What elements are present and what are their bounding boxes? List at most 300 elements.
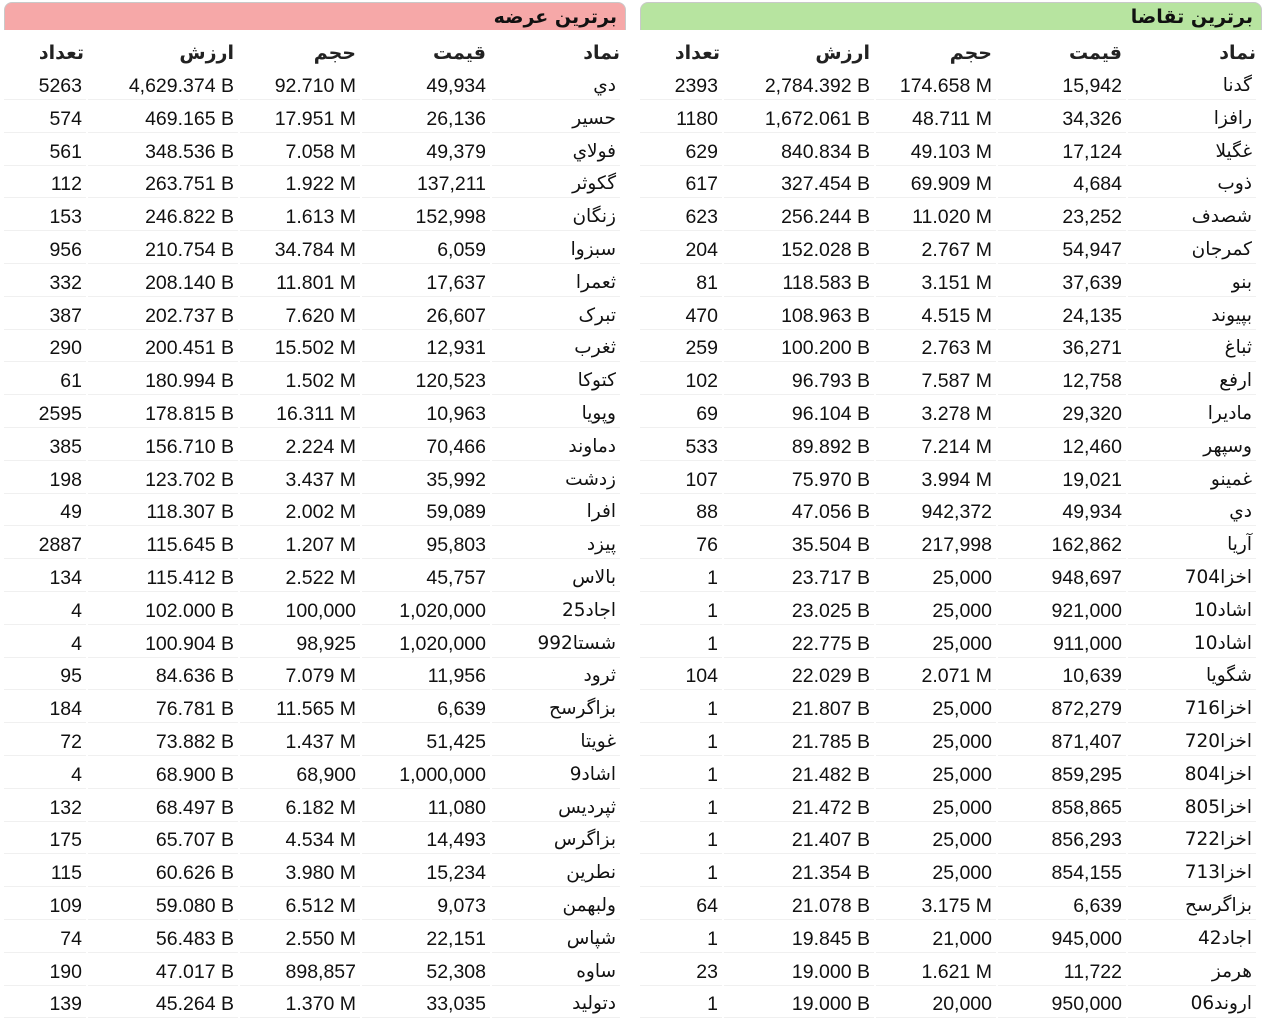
cell-price: 6,059 bbox=[362, 236, 490, 264]
cell-symbol: هرمز bbox=[1128, 958, 1256, 986]
table-row[interactable] bbox=[0, 398, 628, 431]
cell-count: 23 bbox=[640, 958, 722, 986]
cell-volume: 7.620 M bbox=[240, 302, 360, 330]
cell-volume: 3.278 M bbox=[876, 400, 996, 428]
cell-price: 35,992 bbox=[362, 466, 490, 494]
cell-symbol: فولاي bbox=[492, 138, 620, 166]
cell-count: 533 bbox=[640, 433, 722, 461]
cell-symbol: نطرين bbox=[492, 859, 620, 887]
cell-count: 88 bbox=[640, 498, 722, 526]
cell-value: 1,672.061 B bbox=[724, 105, 874, 133]
cell-symbol: ثرود bbox=[492, 662, 620, 690]
cell-value: 47.056 B bbox=[724, 498, 874, 526]
cell-value: 21.482 B bbox=[724, 761, 874, 789]
cell-count: 1 bbox=[640, 564, 722, 592]
cell-symbol: دتوليد bbox=[492, 990, 620, 1018]
cell-price: 11,080 bbox=[362, 794, 490, 822]
cell-count: 5263 bbox=[4, 72, 86, 100]
cell-value: 23.025 B bbox=[724, 597, 874, 625]
cell-symbol: دي bbox=[1128, 498, 1256, 526]
cell-count: 956 bbox=[4, 236, 86, 264]
cell-symbol: اخزا720 bbox=[1128, 728, 1256, 756]
cell-symbol: زنگان bbox=[492, 203, 620, 231]
cell-volume: 3.437 M bbox=[240, 466, 360, 494]
cell-value: 208.140 B bbox=[88, 269, 238, 297]
cell-value: 100.904 B bbox=[88, 630, 238, 658]
cell-price: 4,684 bbox=[998, 170, 1126, 198]
cell-price: 950,000 bbox=[998, 990, 1126, 1018]
cell-symbol: ولبهمن bbox=[492, 892, 620, 920]
cell-symbol: شگويا bbox=[1128, 662, 1256, 690]
cell-price: 10,963 bbox=[362, 400, 490, 428]
cell-value: 200.451 B bbox=[88, 334, 238, 362]
cell-symbol: اجاد25 bbox=[492, 597, 620, 625]
table-row[interactable] bbox=[0, 628, 628, 661]
cell-value: 35.504 B bbox=[724, 531, 874, 559]
cell-symbol: بزاگرسح bbox=[1128, 892, 1256, 920]
cell-price: 12,460 bbox=[998, 433, 1126, 461]
cell-value: 76.781 B bbox=[88, 695, 238, 723]
cell-value: 68.497 B bbox=[88, 794, 238, 822]
column-header-count: تعداد bbox=[674, 42, 720, 64]
cell-volume: 25,000 bbox=[876, 630, 996, 658]
cell-count: 95 bbox=[4, 662, 86, 690]
top-demand-title: برترین تقاضا bbox=[640, 2, 1262, 30]
cell-price: 856,293 bbox=[998, 826, 1126, 854]
cell-volume: 34.784 M bbox=[240, 236, 360, 264]
cell-price: 1,020,000 bbox=[362, 630, 490, 658]
cell-symbol: بپيوند bbox=[1128, 302, 1256, 330]
cell-volume: 49.103 M bbox=[876, 138, 996, 166]
cell-count: 1 bbox=[640, 990, 722, 1018]
table-row[interactable] bbox=[636, 956, 1264, 989]
cell-price: 9,073 bbox=[362, 892, 490, 920]
cell-price: 54,947 bbox=[998, 236, 1126, 264]
cell-volume: 1.370 M bbox=[240, 990, 360, 1018]
cell-count: 1180 bbox=[640, 105, 722, 133]
cell-price: 17,124 bbox=[998, 138, 1126, 166]
cell-count: 4 bbox=[4, 630, 86, 658]
cell-price: 858,865 bbox=[998, 794, 1126, 822]
table-row[interactable] bbox=[636, 365, 1264, 398]
cell-symbol: رافزا bbox=[1128, 105, 1256, 133]
cell-count: 2887 bbox=[4, 531, 86, 559]
cell-count: 102 bbox=[640, 367, 722, 395]
cell-symbol: اروند06 bbox=[1128, 990, 1256, 1018]
cell-volume: 2.767 M bbox=[876, 236, 996, 264]
cell-count: 153 bbox=[4, 203, 86, 231]
cell-count: 2393 bbox=[640, 72, 722, 100]
table-row[interactable] bbox=[636, 726, 1264, 759]
table-row[interactable] bbox=[636, 988, 1264, 1021]
cell-value: 21.354 B bbox=[724, 859, 874, 887]
cell-symbol: تبرک bbox=[492, 302, 620, 330]
cell-count: 629 bbox=[640, 138, 722, 166]
cell-price: 911,000 bbox=[998, 630, 1126, 658]
table-row[interactable] bbox=[636, 890, 1264, 923]
cell-symbol: ساوه bbox=[492, 958, 620, 986]
cell-volume: 2.224 M bbox=[240, 433, 360, 461]
table-row[interactable] bbox=[0, 365, 628, 398]
table-row[interactable] bbox=[0, 168, 628, 201]
cell-volume: 4.534 M bbox=[240, 826, 360, 854]
cell-symbol: اخزا716 bbox=[1128, 695, 1256, 723]
table-row[interactable] bbox=[636, 431, 1264, 464]
table-row[interactable] bbox=[0, 267, 628, 300]
cell-price: 49,934 bbox=[362, 72, 490, 100]
table-row[interactable] bbox=[636, 201, 1264, 234]
cell-price: 945,000 bbox=[998, 925, 1126, 953]
cell-count: 617 bbox=[640, 170, 722, 198]
cell-count: 4 bbox=[4, 761, 86, 789]
cell-price: 59,089 bbox=[362, 498, 490, 526]
table-row[interactable] bbox=[636, 103, 1264, 136]
cell-volume: 1.613 M bbox=[240, 203, 360, 231]
cell-value: 246.822 B bbox=[88, 203, 238, 231]
cell-value: 4,629.374 B bbox=[88, 72, 238, 100]
cell-value: 840.834 B bbox=[724, 138, 874, 166]
cell-price: 1,000,000 bbox=[362, 761, 490, 789]
cell-count: 1 bbox=[640, 728, 722, 756]
table-row[interactable] bbox=[0, 464, 628, 497]
cell-volume: 174.658 M bbox=[876, 72, 996, 100]
cell-value: 108.963 B bbox=[724, 302, 874, 330]
cell-price: 19,021 bbox=[998, 466, 1126, 494]
cell-volume: 100,000 bbox=[240, 597, 360, 625]
cell-value: 348.536 B bbox=[88, 138, 238, 166]
cell-price: 6,639 bbox=[362, 695, 490, 723]
table-row[interactable] bbox=[0, 726, 628, 759]
table-row[interactable] bbox=[0, 300, 628, 333]
cell-symbol: ثباغ bbox=[1128, 334, 1256, 362]
cell-value: 21.785 B bbox=[724, 728, 874, 756]
cell-volume: 898,857 bbox=[240, 958, 360, 986]
table-row[interactable] bbox=[636, 824, 1264, 857]
cell-volume: 7.214 M bbox=[876, 433, 996, 461]
cell-price: 162,862 bbox=[998, 531, 1126, 559]
cell-count: 81 bbox=[640, 269, 722, 297]
cell-symbol: بزاگرسح bbox=[492, 695, 620, 723]
table-row[interactable] bbox=[0, 824, 628, 857]
cell-price: 11,722 bbox=[998, 958, 1126, 986]
cell-symbol: ذوب bbox=[1128, 170, 1256, 198]
table-row[interactable] bbox=[0, 529, 628, 562]
table-row[interactable] bbox=[636, 496, 1264, 529]
cell-value: 89.892 B bbox=[724, 433, 874, 461]
cell-symbol: اخزا704 bbox=[1128, 564, 1256, 592]
table-row[interactable] bbox=[0, 562, 628, 595]
cell-value: 22.775 B bbox=[724, 630, 874, 658]
cell-volume: 25,000 bbox=[876, 564, 996, 592]
cell-price: 23,252 bbox=[998, 203, 1126, 231]
cell-value: 469.165 B bbox=[88, 105, 238, 133]
cell-volume: 3.980 M bbox=[240, 859, 360, 887]
table-row[interactable] bbox=[636, 693, 1264, 726]
cell-value: 73.882 B bbox=[88, 728, 238, 756]
cell-value: 21.807 B bbox=[724, 695, 874, 723]
cell-count: 1 bbox=[640, 597, 722, 625]
cell-symbol: گكوثر bbox=[492, 170, 620, 198]
cell-volume: 1.437 M bbox=[240, 728, 360, 756]
table-row[interactable] bbox=[0, 496, 628, 529]
cell-count: 259 bbox=[640, 334, 722, 362]
cell-symbol: دماوند bbox=[492, 433, 620, 461]
cell-value: 96.104 B bbox=[724, 400, 874, 428]
cell-symbol: غويتا bbox=[492, 728, 620, 756]
table-row[interactable] bbox=[636, 168, 1264, 201]
cell-price: 10,639 bbox=[998, 662, 1126, 690]
cell-count: 74 bbox=[4, 925, 86, 953]
cell-price: 152,998 bbox=[362, 203, 490, 231]
cell-count: 1 bbox=[640, 630, 722, 658]
cell-volume: 7.587 M bbox=[876, 367, 996, 395]
cell-value: 118.307 B bbox=[88, 498, 238, 526]
cell-count: 104 bbox=[640, 662, 722, 690]
cell-count: 574 bbox=[4, 105, 86, 133]
cell-volume: 15.502 M bbox=[240, 334, 360, 362]
cell-symbol: شپاس bbox=[492, 925, 620, 953]
cell-volume: 17.951 M bbox=[240, 105, 360, 133]
cell-volume: 6.182 M bbox=[240, 794, 360, 822]
cell-volume: 25,000 bbox=[876, 728, 996, 756]
table-row[interactable] bbox=[0, 857, 628, 890]
table-row[interactable] bbox=[0, 136, 628, 169]
table-row[interactable] bbox=[0, 956, 628, 989]
cell-count: 561 bbox=[4, 138, 86, 166]
cell-price: 45,757 bbox=[362, 564, 490, 592]
cell-count: 64 bbox=[640, 892, 722, 920]
table-row[interactable] bbox=[636, 595, 1264, 628]
cell-count: 385 bbox=[4, 433, 86, 461]
cell-symbol: مادیرا bbox=[1128, 400, 1256, 428]
cell-price: 14,493 bbox=[362, 826, 490, 854]
cell-price: 12,931 bbox=[362, 334, 490, 362]
cell-value: 100.200 B bbox=[724, 334, 874, 362]
cell-volume: 20,000 bbox=[876, 990, 996, 1018]
table-row[interactable] bbox=[636, 300, 1264, 333]
cell-symbol: غگيلا bbox=[1128, 138, 1256, 166]
cell-count: 1 bbox=[640, 695, 722, 723]
cell-volume: 1.207 M bbox=[240, 531, 360, 559]
cell-symbol: وسپهر bbox=[1128, 433, 1256, 461]
cell-value: 47.017 B bbox=[88, 958, 238, 986]
cell-volume: 16.311 M bbox=[240, 400, 360, 428]
cell-value: 180.994 B bbox=[88, 367, 238, 395]
cell-symbol: اشاد9 bbox=[492, 761, 620, 789]
cell-symbol: ثعمرا bbox=[492, 269, 620, 297]
cell-value: 327.454 B bbox=[724, 170, 874, 198]
cell-symbol: اخزا805 bbox=[1128, 794, 1256, 822]
cell-symbol: اشاد10 bbox=[1128, 630, 1256, 658]
cell-price: 872,279 bbox=[998, 695, 1126, 723]
cell-value: 2,784.392 B bbox=[724, 72, 874, 100]
cell-symbol: دي bbox=[492, 72, 620, 100]
cell-symbol: سبزوا bbox=[492, 236, 620, 264]
table-row[interactable] bbox=[0, 759, 628, 792]
cell-volume: 25,000 bbox=[876, 761, 996, 789]
cell-volume: 2.763 M bbox=[876, 334, 996, 362]
cell-volume: 2.071 M bbox=[876, 662, 996, 690]
cell-volume: 4.515 M bbox=[876, 302, 996, 330]
cell-value: 210.754 B bbox=[88, 236, 238, 264]
table-row[interactable] bbox=[636, 70, 1264, 103]
cell-volume: 25,000 bbox=[876, 597, 996, 625]
column-header-value: ارزش bbox=[179, 42, 234, 64]
cell-count: 69 bbox=[640, 400, 722, 428]
table-row[interactable] bbox=[0, 70, 628, 103]
table-row[interactable] bbox=[0, 431, 628, 464]
cell-price: 34,326 bbox=[998, 105, 1126, 133]
cell-count: 76 bbox=[640, 531, 722, 559]
cell-count: 134 bbox=[4, 564, 86, 592]
cell-count: 332 bbox=[4, 269, 86, 297]
cell-value: 59.080 B bbox=[88, 892, 238, 920]
cell-count: 1 bbox=[640, 794, 722, 822]
cell-value: 21.407 B bbox=[724, 826, 874, 854]
cell-symbol: ثغرب bbox=[492, 334, 620, 362]
cell-price: 948,697 bbox=[998, 564, 1126, 592]
cell-count: 387 bbox=[4, 302, 86, 330]
cell-price: 15,234 bbox=[362, 859, 490, 887]
table-row[interactable] bbox=[636, 332, 1264, 365]
cell-value: 19.000 B bbox=[724, 958, 874, 986]
column-header-symbol: نماد bbox=[1219, 42, 1256, 64]
table-row[interactable] bbox=[0, 234, 628, 267]
table-row[interactable] bbox=[636, 234, 1264, 267]
table-row[interactable] bbox=[0, 595, 628, 628]
cell-price: 17,637 bbox=[362, 269, 490, 297]
table-row[interactable] bbox=[0, 792, 628, 825]
table-row[interactable] bbox=[0, 923, 628, 956]
cell-count: 623 bbox=[640, 203, 722, 231]
table-row[interactable] bbox=[0, 693, 628, 726]
cell-price: 24,135 bbox=[998, 302, 1126, 330]
cell-count: 1 bbox=[640, 925, 722, 953]
table-row[interactable] bbox=[0, 201, 628, 234]
table-row[interactable] bbox=[636, 628, 1264, 661]
cell-symbol: شصدف bbox=[1128, 203, 1256, 231]
cell-volume: 11.565 M bbox=[240, 695, 360, 723]
cell-count: 204 bbox=[640, 236, 722, 264]
cell-value: 68.900 B bbox=[88, 761, 238, 789]
cell-price: 26,136 bbox=[362, 105, 490, 133]
cell-count: 1 bbox=[640, 859, 722, 887]
column-header-price: قیمت bbox=[432, 42, 486, 64]
table-row[interactable] bbox=[636, 759, 1264, 792]
cell-count: 184 bbox=[4, 695, 86, 723]
cell-value: 178.815 B bbox=[88, 400, 238, 428]
cell-count: 198 bbox=[4, 466, 86, 494]
cell-price: 22,151 bbox=[362, 925, 490, 953]
cell-price: 51,425 bbox=[362, 728, 490, 756]
cell-volume: 3.175 M bbox=[876, 892, 996, 920]
cell-count: 2595 bbox=[4, 400, 86, 428]
cell-symbol: افرا bbox=[492, 498, 620, 526]
cell-volume: 3.151 M bbox=[876, 269, 996, 297]
top-offer-panel bbox=[0, 0, 628, 1027]
table-row[interactable] bbox=[636, 529, 1264, 562]
cell-count: 72 bbox=[4, 728, 86, 756]
cell-symbol: زدشت bbox=[492, 466, 620, 494]
cell-value: 65.707 B bbox=[88, 826, 238, 854]
cell-value: 21.472 B bbox=[724, 794, 874, 822]
table-row[interactable] bbox=[636, 562, 1264, 595]
cell-symbol: اشاد10 bbox=[1128, 597, 1256, 625]
table-row[interactable] bbox=[636, 923, 1264, 956]
column-header-symbol: نماد bbox=[583, 42, 620, 64]
cell-count: 190 bbox=[4, 958, 86, 986]
cell-volume: 7.058 M bbox=[240, 138, 360, 166]
cell-price: 29,320 bbox=[998, 400, 1126, 428]
cell-value: 123.702 B bbox=[88, 466, 238, 494]
cell-price: 33,035 bbox=[362, 990, 490, 1018]
cell-count: 112 bbox=[4, 170, 86, 198]
cell-volume: 1.502 M bbox=[240, 367, 360, 395]
table-row[interactable] bbox=[636, 857, 1264, 890]
table-row[interactable] bbox=[636, 660, 1264, 693]
top-offer-title: برترین عرضه bbox=[4, 2, 626, 30]
cell-price: 26,607 bbox=[362, 302, 490, 330]
table-row[interactable] bbox=[0, 332, 628, 365]
table-row[interactable] bbox=[0, 103, 628, 136]
column-header-price: قیمت bbox=[1068, 42, 1122, 64]
cell-count: 1 bbox=[640, 761, 722, 789]
cell-volume: 6.512 M bbox=[240, 892, 360, 920]
cell-volume: 25,000 bbox=[876, 826, 996, 854]
cell-price: 15,942 bbox=[998, 72, 1126, 100]
cell-symbol: آريا bbox=[1128, 531, 1256, 559]
cell-volume: 942,372 bbox=[876, 498, 996, 526]
cell-value: 263.751 B bbox=[88, 170, 238, 198]
cell-volume: 1.922 M bbox=[240, 170, 360, 198]
cell-price: 70,466 bbox=[362, 433, 490, 461]
cell-count: 132 bbox=[4, 794, 86, 822]
cell-volume: 1.621 M bbox=[876, 958, 996, 986]
cell-volume: 2.522 M bbox=[240, 564, 360, 592]
table-row[interactable] bbox=[636, 267, 1264, 300]
top-demand-panel bbox=[636, 0, 1264, 1027]
cell-volume: 25,000 bbox=[876, 859, 996, 887]
cell-symbol: بزاگرس bbox=[492, 826, 620, 854]
table-row[interactable] bbox=[0, 988, 628, 1021]
cell-value: 118.583 B bbox=[724, 269, 874, 297]
cell-value: 152.028 B bbox=[724, 236, 874, 264]
cell-symbol: وپويا bbox=[492, 400, 620, 428]
cell-count: 4 bbox=[4, 597, 86, 625]
cell-price: 52,308 bbox=[362, 958, 490, 986]
cell-volume: 92.710 M bbox=[240, 72, 360, 100]
table-row[interactable] bbox=[636, 136, 1264, 169]
cell-value: 96.793 B bbox=[724, 367, 874, 395]
column-header-count: تعداد bbox=[38, 42, 84, 64]
cell-value: 102.000 B bbox=[88, 597, 238, 625]
cell-price: 871,407 bbox=[998, 728, 1126, 756]
cell-symbol: بنو bbox=[1128, 269, 1256, 297]
table-row[interactable] bbox=[0, 660, 628, 693]
cell-value: 84.636 B bbox=[88, 662, 238, 690]
cell-price: 95,803 bbox=[362, 531, 490, 559]
cell-price: 36,271 bbox=[998, 334, 1126, 362]
cell-value: 56.483 B bbox=[88, 925, 238, 953]
table-row[interactable] bbox=[636, 464, 1264, 497]
table-row[interactable] bbox=[0, 890, 628, 923]
cell-count: 107 bbox=[640, 466, 722, 494]
table-row[interactable] bbox=[636, 398, 1264, 431]
cell-volume: 21,000 bbox=[876, 925, 996, 953]
cell-volume: 25,000 bbox=[876, 695, 996, 723]
table-row[interactable] bbox=[636, 792, 1264, 825]
cell-price: 1,020,000 bbox=[362, 597, 490, 625]
